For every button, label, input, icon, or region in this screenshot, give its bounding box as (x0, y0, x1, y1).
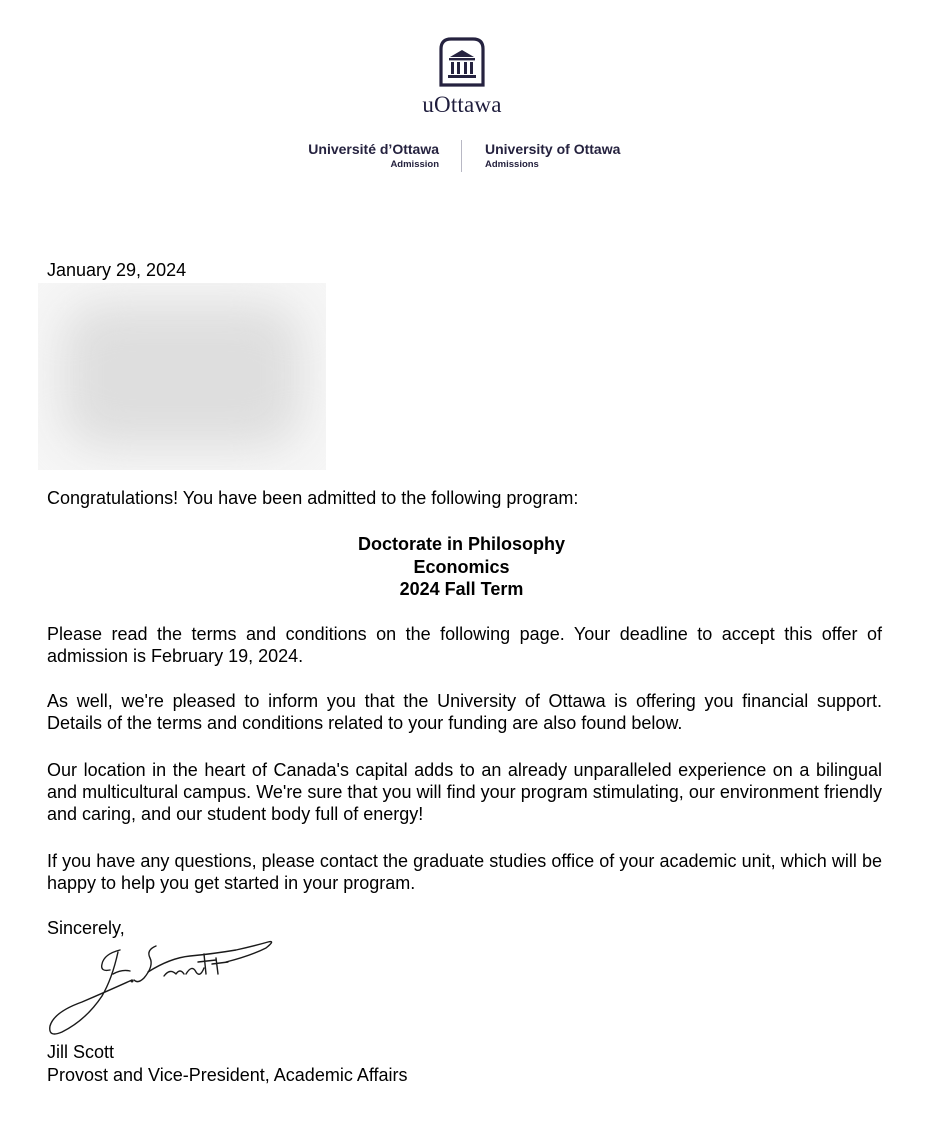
institution-english (485, 140, 620, 172)
paragraph-questions: If you have any questions, please contact the graduate studies office of your academic unit, which will be happy to help you get started in your program. (47, 851, 882, 893)
letter-date: January 29, 2024 (47, 260, 187, 280)
department-fr: Admission (390, 159, 439, 170)
logo-wordmark: uOttawa (422, 92, 502, 117)
congratulations-line: Congratulations! You have been admitted to the following program: (47, 488, 579, 508)
building-columns-icon (437, 35, 487, 87)
program-block (47, 533, 876, 601)
department-en: Admissions (485, 159, 539, 170)
signer-title: Provost and Vice-President, Academic Affairs (47, 1065, 408, 1085)
institution-french (308, 140, 439, 172)
signer-name: Jill Scott (47, 1042, 115, 1062)
program-field: Economics (413, 556, 510, 577)
paragraph-location: Our location in the heart of Canada's capital adds to an already unparalleled experience on a bilingual and multicultural campus. We're sure that you will find your program stimulating, our environment friendly and caring, and our student body full of energy! (47, 760, 882, 824)
redacted-address-block (38, 283, 326, 470)
institution-name-en: University of Ottawa (485, 141, 621, 157)
paragraph-funding: As well, we're pleased to inform you that the University of Ottawa is offering you financial support. Details of the terms and conditions related to your funding are also found below. (47, 691, 882, 733)
paragraph-deadline: Please read the terms and conditions on the following page. Your deadline to accept this offer of admission is February 19, 2024. (47, 624, 882, 666)
closing-salutation: Sincerely, (47, 918, 125, 938)
letterhead-divider (461, 140, 462, 172)
institution-name-fr: Université d’Ottawa (308, 141, 439, 157)
program-degree: Doctorate in Philosophy (357, 534, 566, 554)
program-term: 2024 Fall Term (399, 579, 524, 599)
handwritten-signature (40, 934, 280, 1042)
letterhead (0, 0, 952, 190)
